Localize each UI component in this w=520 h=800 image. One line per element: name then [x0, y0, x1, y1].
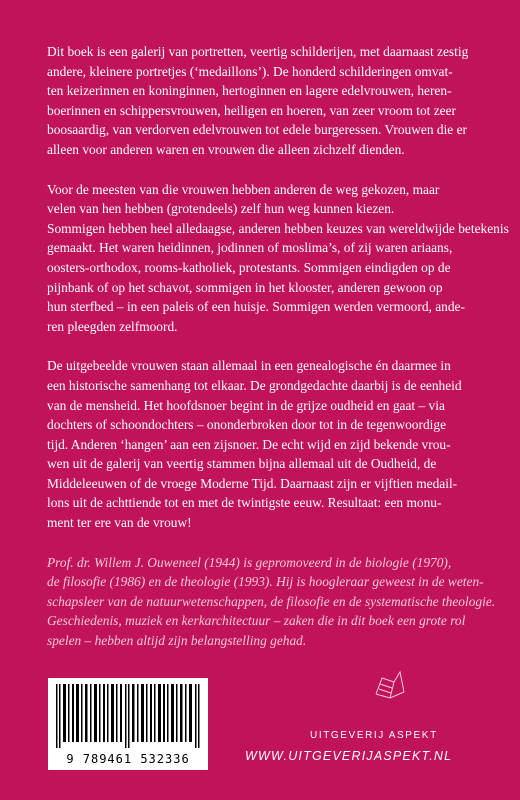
text-line: ren pleegden zelfmoord. [47, 318, 178, 334]
text-line: Middeleeuwen of de vroege Moderne Tijd. Daarnaast zijn er vijftien medail- [47, 475, 458, 491]
text-line: een historische samenhang tot elkaar. De grondgedachte daarbij is de eenheid [47, 377, 462, 393]
text-line: De uitgebeelde vrouwen staan allemaal in een genealogische én daarmee in [47, 358, 451, 374]
text-line: spelen – hebben altijd zijn belangstelling gehad. [47, 633, 307, 649]
text-line: Dit boek is een galerij van portretten, veertig schilderijen, met daarnaast zestig [47, 44, 469, 59]
text-line: alleen voor anderen waren en vrouwen die alleen zichzelf dienden. [47, 141, 405, 157]
text-line: Voor de meesten van die vrouwen hebben anderen de weg gekozen, maar [47, 181, 440, 197]
text-line: boerinnen en schippersvrouwen, heiligen en hoeren, van zeer vroom tot zeer [47, 102, 456, 118]
text-line: oosters-orthodox, rooms-katholiek, protestants. Sommigen eindigden op de [47, 259, 451, 275]
text-line: hun sterfbed – in een paleis of een huisje. Sommigen werden vermoord, ande- [47, 299, 465, 315]
text-line: tijd. Anderen ‘hangen’ aan een zijsnoer. De echt wijd en zijd bekende vrou- [47, 436, 451, 452]
blurb-paragraph-2 [47, 180, 509, 337]
text-line: lons uit de achttiende tot en met de twintigste eeuw. Resultaat: een monu- [47, 495, 442, 511]
text-line: dochters of schoondochters – ononderbroken door tot in de tegenwoordige [47, 417, 447, 433]
isbn-number: 9 789461 532336 [66, 752, 190, 766]
text-line: pijnbank of op het schavot, sommigen in het klooster, anderen gewoon op [47, 279, 443, 295]
text-line: de filosofie (1986) en de theologie (1993). Hij is hoogleraar geweest in de weten- [47, 574, 484, 590]
blurb-paragraph-1 [47, 42, 477, 160]
barcode-bars [54, 684, 202, 748]
text-line: gemaakt. Het waren heidinnen, jodinnen of moslima’s, of zij waren ariaans, [47, 240, 453, 256]
text-line: boosaardig, van verdorven edelvrouwen tot edele burgeressen. Vrouwen die er [47, 122, 467, 138]
publisher-website[interactable]: WWW.UITGEVERIJASPEKT.NL [245, 749, 453, 763]
book-logo-icon [370, 664, 410, 704]
blurb-paragraph-3 [47, 356, 477, 532]
text-line: andere, kleinere portretjes (‘medaillons’). De honderd schilderingen omvat- [47, 63, 453, 79]
publisher-name: UITGEVERIJ ASPEKT [310, 730, 438, 741]
text-line: ten keizerinnen en koninginnen, hertoginnen en lagere edelvrouwen, heren- [47, 83, 452, 99]
text-line: velen van hen hebben (grotendeels) zelf hun weg kunnen kiezen. [47, 201, 395, 217]
author-bio [47, 553, 496, 651]
text-line: ment ter ere van de vrouw! [47, 515, 192, 531]
text-line: van de mensheid. Het hoofdsnoer begint in de grijze oudheid en gaat – via [47, 397, 445, 413]
text-line: schapsleer van de natuurwetenschappen, de filosofie en de systematische theologie. [47, 593, 496, 609]
text-line: Sommigen hebben heel alledaagse, anderen hebben keuzes van wereldwijde betekenis [47, 220, 509, 236]
text-line: Prof. dr. Willem J. Ouweneel (1944) is gepromoveerd in de biologie (1970), [47, 554, 452, 570]
text-line: wen uit de galerij van veertig stammen bijna allemaal uit de Oudheid, de [47, 456, 437, 472]
isbn-barcode [48, 678, 208, 770]
back-cover-text [47, 42, 509, 651]
text-line: Geschiedenis, muziek en kerkarchitectuur – zaken die in dit boek een grote rol [47, 613, 466, 629]
